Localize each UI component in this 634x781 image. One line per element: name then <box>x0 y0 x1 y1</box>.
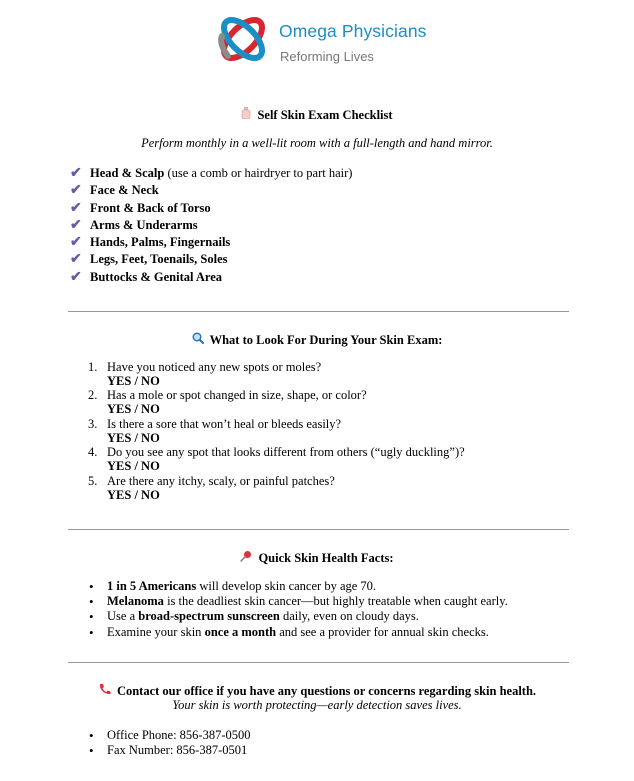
fact-item: • Examine your skin once a month and see a provider for annual skin checks. <box>88 625 508 640</box>
contact-title <box>0 683 634 699</box>
pushpin-icon <box>240 550 252 566</box>
check-icon: ✔ <box>70 252 82 268</box>
contact-list <box>88 728 251 758</box>
magnifier-icon <box>192 332 204 348</box>
checklist-item: ✔ Legs, Feet, Toenails, Soles <box>70 252 228 268</box>
checklist-title <box>0 107 634 123</box>
divider <box>68 662 569 663</box>
question-item: 3. Is there a sore that won’t heal or bleeds easily? YES / NO <box>88 417 465 445</box>
check-icon: ✔ <box>70 166 82 181</box>
fax-number: • Fax Number: 856-387-0501 <box>88 743 251 758</box>
office-phone: • Office Phone: 856-387-0500 <box>88 728 251 743</box>
contact-title-text: Contact our office if you have any questions or concerns regarding skin health. <box>116 684 537 698</box>
look-title <box>0 332 634 348</box>
checklist-item: ✔ Front & Back of Torso <box>70 200 211 216</box>
check-icon: ✔ <box>70 269 82 285</box>
question-item: 1. Have you noticed any new spots or moles? YES / NO <box>88 360 465 388</box>
lotion-bottle-icon <box>241 107 251 123</box>
yes-no-answer: YES / NO <box>107 374 160 388</box>
omega-logo <box>214 9 454 71</box>
divider <box>68 529 569 530</box>
yes-no-answer: YES / NO <box>107 487 160 502</box>
yes-no-answer: YES / NO <box>107 402 160 417</box>
contact-subtitle: Your skin is worth protecting—early detection saves lives. <box>172 698 462 712</box>
checklist-item: ✔ Face & Neck <box>70 183 159 199</box>
yes-no-answer: YES / NO <box>107 430 160 445</box>
yes-no-answer: YES / NO <box>107 459 160 474</box>
check-icon: ✔ <box>70 235 82 251</box>
facts-list <box>88 579 508 640</box>
check-icon: ✔ <box>70 183 82 199</box>
question-item: 2. Has a mole or spot changed in size, shape, or color? YES / NO <box>88 388 465 416</box>
question-item: 4. Do you see any spot that looks different from others (“ugly duckling”)? YES / NO <box>88 445 465 474</box>
checklist <box>70 165 352 286</box>
fact-item: • Use a broad-spectrum sunscreen daily, even on cloudy days. <box>88 609 508 624</box>
checklist-item: ✔ Arms & Underarms <box>70 217 198 233</box>
fact-item: • 1 in 5 Americans will develop skin cancer by age 70. <box>88 579 508 594</box>
fact-item: • Melanoma is the deadliest skin cancer—but highly treatable when caught early. <box>88 594 508 609</box>
question-list <box>88 360 465 502</box>
checklist-item: ✔ Hands, Palms, Fingernails <box>70 235 231 251</box>
telephone-icon <box>98 683 111 699</box>
facts-title-text: Quick Skin Health Facts: <box>258 551 394 565</box>
logo-tagline: Reforming Lives <box>280 49 374 64</box>
omega-atom-icon <box>214 10 272 68</box>
check-icon: ✔ <box>70 217 82 233</box>
logo-name: Omega Physicians <box>279 21 427 41</box>
checklist-subtitle: Perform monthly in a well-lit room with a full-length and hand mirror. <box>141 136 493 150</box>
checklist-title-text: Self Skin Exam Checklist <box>257 108 393 122</box>
checklist-item: ✔ Head & Scalp (use a comb or hairdryer to part hair) <box>70 166 353 181</box>
question-item: 5. Are there any itchy, scaly, or painful patches? YES / NO <box>88 474 465 502</box>
facts-title <box>0 550 634 566</box>
look-title-text: What to Look For During Your Skin Exam: <box>209 333 443 347</box>
check-icon: ✔ <box>70 200 82 216</box>
checklist-item: ✔ Buttocks & Genital Area <box>70 269 223 285</box>
divider <box>68 311 569 312</box>
